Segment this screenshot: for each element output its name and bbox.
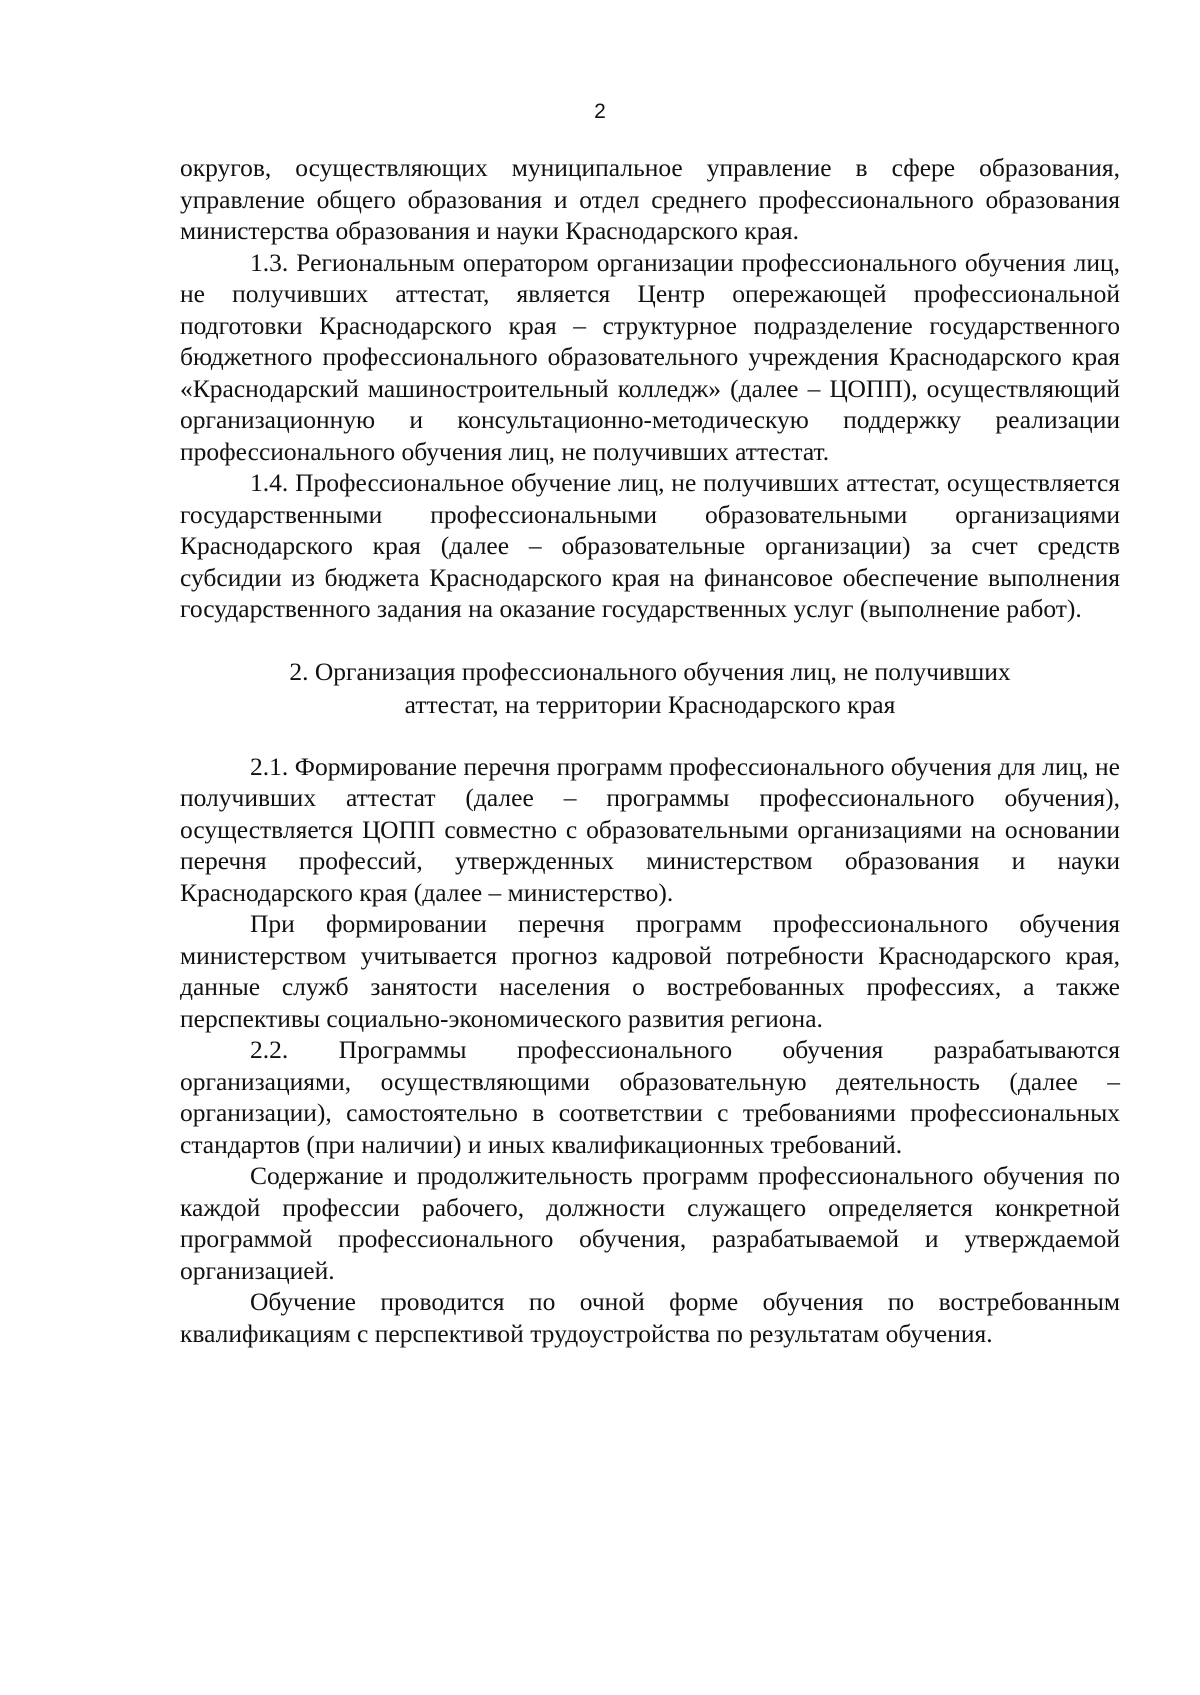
paragraph-2-2-training-form: Обучение проводится по очной форме обучения по востребованным квалификациям с перспективой трудоустройства по результатам обучения. — [180, 1287, 1120, 1348]
paragraph-intro-continuation: округов, осуществляющих муниципальное управление в сфере образования, управление общего образования и отдел среднего профессионального образования министерства образования и науки Краснодарского края. — [180, 153, 1120, 245]
paragraph-2-1-continued: При формировании перечня программ профессионального обучения министерством учитывается прогноз кадровой потребности Краснодарского края, данные служб занятости населения о востребованных профессиях, а также перспективы социально-экономического развития региона. — [180, 909, 1120, 1033]
paragraph-1-3: 1.3. Региональным оператором организации профессионального обучения лиц, не получивших аттестат, является Центр опережающей профессиональной подготовки Краснодарского края – структурное подразделение государственного бюджетного профессионального образовательного учреждения Краснодарского края «Краснодарский машиностроительный колледж» (далее – ЦОПП), осуществляющий организационную и консультационно-методическую поддержку реализации профессионального обучения лиц, не получивших аттестат. — [180, 247, 1120, 466]
paragraph-2-1: 2.1. Формирование перечня программ профессионального обучения для лиц, не получивших аттестат (далее – программы профессионального обучения), осуществляется ЦОПП совместно с образовательными организациями на основании перечня профессий, утвержденных министерством образования и науки Краснодарского края (далее – министерство). — [180, 751, 1120, 907]
section-heading-line-1: 2. Организация профессионального обучения лиц, не получивших — [289, 656, 1011, 686]
page-number: 2 — [594, 100, 606, 123]
section-2-heading — [180, 655, 1120, 721]
paragraph-2-2-content: Содержание и продолжительность программ профессионального обучения по каждой профессии рабочего, должности служащего определяется конкретной программой профессионального обучения, разрабатываемой и утверждаемой организацией. — [180, 1161, 1120, 1285]
document-body — [180, 152, 1120, 1349]
section-heading-line-2: аттестат, на территории Краснодарского края — [404, 689, 896, 719]
paragraph-1-4: 1.4. Профессиональное обучение лиц, не получивших аттестат, осуществляется государственными профессиональными образовательными организациями Краснодарского края (далее – образовательные организации) за счет средств субсидии из бюджета Краснодарского края на финансовое обеспечение выполнения государственного задания на оказание государственных услуг (выполнение работ). — [180, 468, 1120, 623]
paragraph-2-2: 2.2. Программы профессионального обучения разрабатываются организациями, осуществляющими образовательную деятельность (далее – организации), самостоятельно в соответствии с требованиями профессиональных стандартов (при наличии) и иных квалификационных требований. — [180, 1035, 1120, 1159]
